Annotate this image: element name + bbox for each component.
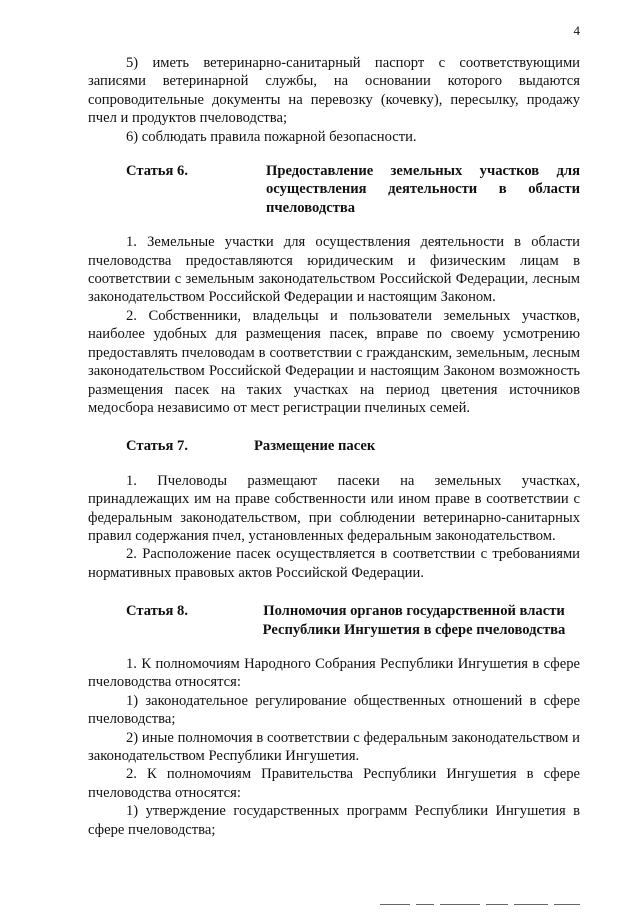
- paragraph: 2. К полномочиям Правительства Республики Ингушетия в сфере пчеловодства относятся:: [88, 766, 580, 801]
- scan-artifact-lines: [380, 895, 640, 899]
- paragraph: 1) законодательное регулирование общественных отношений в сфере пчеловодства;: [88, 692, 580, 728]
- paragraph: 5) иметь ветеринарно-санитарный паспорт с соответствующими записями ветеринарной службы, на основании которого выдаются сопроводительные документы на перевозку (кочевку), пересылку, продажу пчел и продуктов пчеловодства;: [88, 55, 580, 127]
- article-label: Статья 8.: [126, 603, 188, 620]
- paragraph: 6) соблюдать правила пожарной безопасности.: [126, 128, 417, 145]
- paragraph: 1. К полномочиям Народного Собрания Республики Ингушетия в сфере пчеловодства относятся:: [88, 655, 580, 691]
- paragraph: 1) утверждение государственных программ Республики Ингушетия в сфере пчеловодства;: [88, 803, 580, 838]
- article-7-heading: [88, 437, 580, 455]
- page-number: 4: [573, 23, 580, 38]
- paragraph: 2. Собственники, владельцы и пользователи земельных участков, наиболее удобных для размещения пасек, вправе по своему усмотрению предоставлять пчеловодам в соответствии с гражданским, земельным, лесным законодательством Российской Федерации и настоящим Законом возможность размещения пасек на таких участках на период цветения источников медосбора независимо от мест регистрации пчелиных семей.: [88, 307, 580, 416]
- article-title: Полномочия органов государственной власти Республики Ингушетия в сфере пчеловодства: [262, 603, 566, 638]
- article-6-heading: [88, 162, 580, 217]
- article-label: Статья 6.: [126, 163, 188, 180]
- article-title: Размещение пасек: [254, 438, 376, 455]
- paragraph: 1. Пчеловоды размещают пасеки на земельных участках, принадлежащих им на праве собственности или ином праве в соответствии с федеральным законодательством, при соблюдении ветеринарно-санитарных правил содержания пчел, установленных федеральным законодательством.: [88, 472, 580, 544]
- paragraph: 2. Расположение пасек осуществляется в соответствии с требованиями нормативных правовых актов Российской Федерации.: [88, 546, 580, 581]
- paragraph: 2) иные полномочия в соответствии с федеральным законодательством и законодательством Республики Ингушетия.: [88, 729, 580, 764]
- document-body: [88, 54, 580, 839]
- article-label: Статья 7.: [126, 438, 188, 455]
- article-8-heading: [88, 602, 580, 639]
- paragraph: 1. Земельные участки для осуществления деятельности в области пчеловодства предоставляются юридическим и физическим лицам в соответствии с земельным законодательством Российской Федерации, лесным законодательством Российской Федерации и настоящим Законом.: [88, 234, 580, 306]
- article-title: Предоставление земельных участков для осуществления деятельности в области пчеловодства: [266, 163, 580, 216]
